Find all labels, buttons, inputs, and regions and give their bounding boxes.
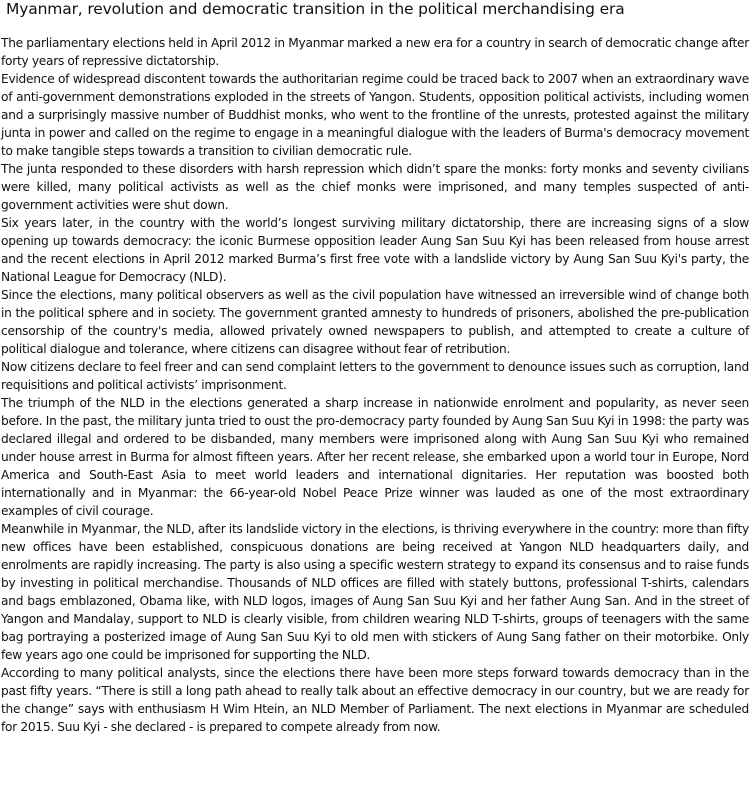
paragraph-5: Since the elections, many political observers as well as the civil population have witnessed an irreversible wind of change both in the political sphere and in society. The government granted amnesty to hundreds of prisoners, abolished the pre-publication censorship of the country's media, allowed privately owned newspapers to publish, and attempted to create a culture of political dialogue and tolerance, where citizens can disagree without fear of retribution. — [1, 288, 749, 356]
paragraph-2: Evidence of widespread discontent towards the authoritarian regime could be traced back to 2007 when an extraordinary wave of anti-government demonstrations exploded in the streets of Yangon. Students, opposition political activists, including women and a surprisingly massive number of Buddhist monks, who went to the frontline of the unrests, protested against the military junta in power and called on the regime to engage in a meaningful dialogue with the leaders of Burma's democracy movement to make tangible steps towards a transition to civilian democratic rule. — [1, 72, 749, 158]
paragraph-4: Six years later, in the country with the world’s longest surviving military dictatorship, there are increasing signs of a slow opening up towards democracy: the iconic Burmese opposition leader Aung San Suu Kyi has been released from house arrest and the recent elections in April 2012 marked Burma’s first free vote with a landslide victory by Aung San Suu Kyi's party, the National League for Democracy (NLD). — [1, 216, 749, 284]
paragraph-3: The junta responded to these disorders with harsh repression which didn’t spare the monks: forty monks and seventy civilians were killed, many political activists as well as the chief monks were imprisoned, and many temples suspected of anti-government activities were shut down. — [1, 162, 749, 212]
article-body — [0, 34, 750, 736]
paragraph-8: Meanwhile in Myanmar, the NLD, after its landslide victory in the elections, is thriving everywhere in the country: more than fifty new offices have been established, conspicuous donations are being received at Yangon NLD headquarters daily, and enrolments are rapidly increasing. The party is also using a specific western strategy to expand its consensus and to raise funds by investing in political merchandise. Thousands of NLD offices are filled with stately buttons, professional T-shirts, calendars and bags emblazoned, Obama like, with NLD logos, images of Aung San Suu Kyi and her father Aung San. And in the street of Yangon and Mandalay, support to NLD is clearly visible, from children wearing NLD T-shirts, groups of teenagers with the same bag portraying a posterized image of Aung San Suu Kyi to old men with stickers of Aung Sang father on their motorbike. Only few years ago one could be imprisoned for supporting the NLD. — [1, 522, 749, 662]
paragraph-1: The parliamentary elections held in April 2012 in Myanmar marked a new era for a country in search of democratic change after forty years of repressive dictatorship. — [1, 36, 749, 68]
paragraph-6: Now citizens declare to feel freer and can send complaint letters to the government to denounce issues such as corruption, land requisitions and political activists’ imprisonment. — [1, 360, 749, 392]
paragraph-7: The triumph of the NLD in the elections generated a sharp increase in nationwide enrolment and popularity, as never seen before. In the past, the military junta tried to oust the pro-democracy party founded by Aung San Suu Kyi in 1998: the party was declared illegal and ordered to be disbanded, many members were imprisoned along with Aung San Suu Kyi who remained under house arrest in Burma for almost fifteen years. After her recent release, she embarked upon a world tour in Europe, Nord America and South-East Asia to meet world leaders and international dignitaries. Her reputation was boosted both internationally and in Myanmar: the 66-year-old Nobel Peace Prize winner was lauded as one of the most extraordinary examples of civil courage. — [1, 396, 749, 518]
paragraph-9: According to many political analysts, since the elections there have been more steps forward towards democracy than in the past fifty years. “There is still a long path ahead to really talk about an effective democracy in our country, but we are ready for the change” says with enthusiasm H Wim Htein, an NLD Member of Parliament. The next elections in Myanmar are scheduled for 2015. Suu Kyi - she declared - is prepared to compete already from now. — [1, 666, 749, 734]
article-title: Myanmar, revolution and democratic transition in the political merchandising era — [6, 0, 625, 18]
